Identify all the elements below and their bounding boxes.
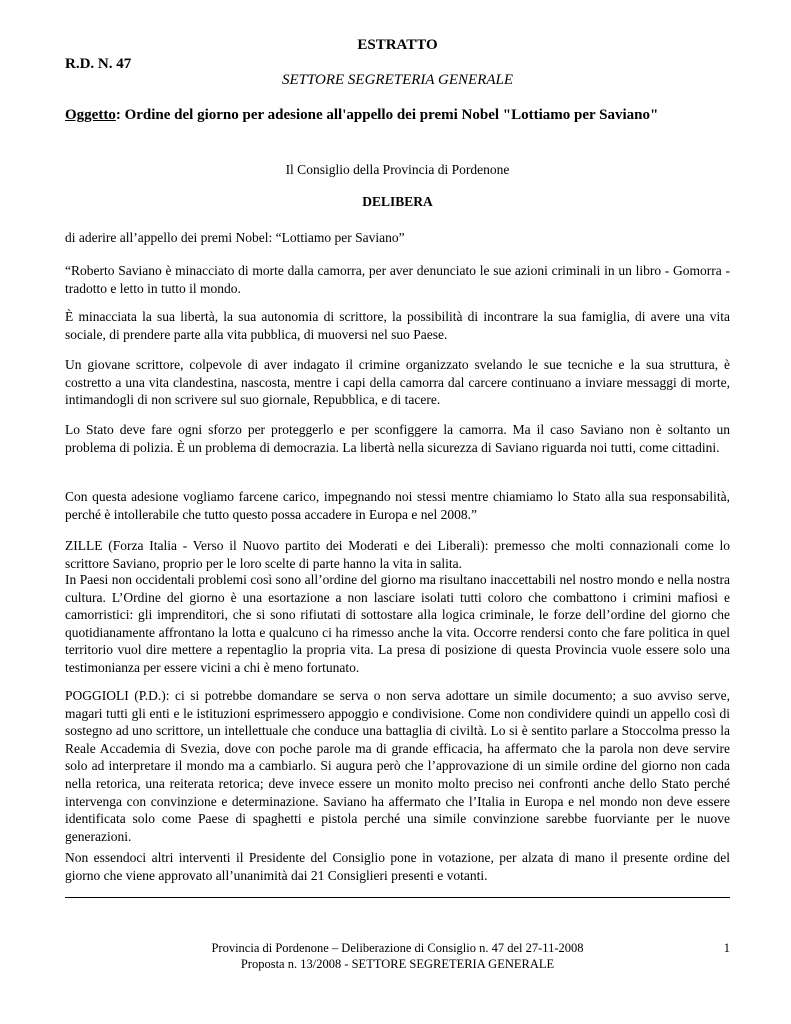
subject-label: Oggetto [65,107,116,123]
document-page [65,0,730,1024]
sector-heading: SETTORE SEGRETERIA GENERALE [281,72,514,88]
footer-line-1: Provincia di Pordenone – Deliberazione di Consiglio n. 47 del 27-11-2008 [211,941,584,955]
footer-line-2: Proposta n. 13/2008 - SETTORE SEGRETERIA GENERALE [240,957,555,971]
paragraph-appeal-4: Lo Stato deve fare ogni sforzo per proteggerlo e per sconfiggere la camorra. Ma il caso Saviano non è soltanto un problema di polizia. È un problema di democrazia. La libertà nella sicurezza di Saviano riguarda noi tutti, come cittadini. [65,422,730,455]
subject-line [65,107,730,124]
document-title: ESTRATTO [357,37,438,53]
council-line: Il Consiglio della Provincia di Pordenone [285,162,510,177]
paragraph-appeal-5: Con questa adesione vogliamo farcene carico, impegnando noi stessi mentre chiamiamo lo Stato alla sua responsabilità, perché è intollerabile che tutto questo possa accadere in Europa e nel 2008.” [65,489,730,522]
subject-text: : Ordine del giorno per adesione all'appello dei premi Nobel "Lottiamo per Saviano" [115,107,659,123]
paragraph-poggioli: POGGIOLI (P.D.): ci si potrebbe domandare se serva o non serva adottare un simile documento; a suo avviso serve, magari tutti gli enti e le istituzioni esprimessero appoggio e condivisione. Come non condividere quindi un appello così di sostegno ad uno scrittore, un intellettuale che conduce una battaglia di civiltà. Lo si è sentito parlare a Stoccolma presso la Reale Accademia di Svezia, dove con poche parole ma di grande efficacia, ha affermato che la parola non deve servire solo ad interpretare il mondo ma a cambiarlo. Si augura però che l’approvazione di un simile ordine del giorno non cada nella retorica, una reiterata retorica; deve invece essere un monito molto preciso nei confronti anche dello Stato perché intervenga con convinzione e determinazione. Saviano ha affermato che l’Italia in Europa e nel mondo non deve essere identificata solo come Paese di spaghetti e pistola perché una simile convinzione sarebbe fuorviante per le nuove generazioni. [65,688,730,844]
footer-divider [65,897,730,898]
delibera-heading: DELIBERA [362,194,433,209]
paragraph-vote: Non essendoci altri interventi il Presidente del Consiglio pone in votazione, per alzata di mano il presente ordine del giorno che viene approvato all’unanimità dai 21 Consiglieri presenti e votanti. [65,850,730,883]
paragraph-zille-2: In Paesi non occidentali problemi così sono all’ordine del giorno ma risultano inaccettabili nel nostro mondo e nella nostra cultura. L’Ordine del giorno è una esortazione a non lasciare isolati tutti coloro che combattono i crimini mafiosi e camorristici: gli imprenditori, che si sono rifiutati di sottostare alla logica criminale, le forze dell’ordine del giorno che quotidianamente affrontano la lotta e qualcuno ci ha rimesso anche la vita. Occorre rendersi conto che fare politica in quel territorio vuol dire mettere a repentaglio la propria vita. La presa di posizione di questa Provincia vuole essere solo una testimonianza per essere vicini a chi è meno fortunato. [65,572,730,675]
page-number: 1 [723,941,730,955]
rd-number: R.D. N. 47 [65,56,132,72]
paragraph-adhesion: di aderire all’appello dei premi Nobel: “Lottiamo per Saviano” [65,230,405,245]
paragraph-zille-1: ZILLE (Forza Italia - Verso il Nuovo partito dei Moderati e dei Liberali): premesso che molti connazionali come lo scrittore Saviano, proprio per le loro scelte di parte hanno la vita in salita. [65,538,730,571]
paragraph-appeal-2: È minacciata la sua libertà, la sua autonomia di scrittore, la possibilità di incontrare la sua famiglia, di avere una vita sociale, di prendere parte alla vita pubblica, di muoversi nel suo Paese. [65,309,730,342]
paragraph-appeal-3: Un giovane scrittore, colpevole di aver indagato il crimine organizzato svelando le sue tecniche e la sua struttura, è costretto a una vita clandestina, nascosta, mentre i capi della camorra dal carcere continuano a inviare messaggi di morte, intimandogli di non scrivere sul suo giornale, Repubblica, e di tacere. [65,357,730,408]
paragraph-appeal-1: “Roberto Saviano è minacciato di morte dalla camorra, per aver denunciato le sue azioni criminali in un libro - Gomorra - tradotto e letto in tutto il mondo. [65,263,730,296]
